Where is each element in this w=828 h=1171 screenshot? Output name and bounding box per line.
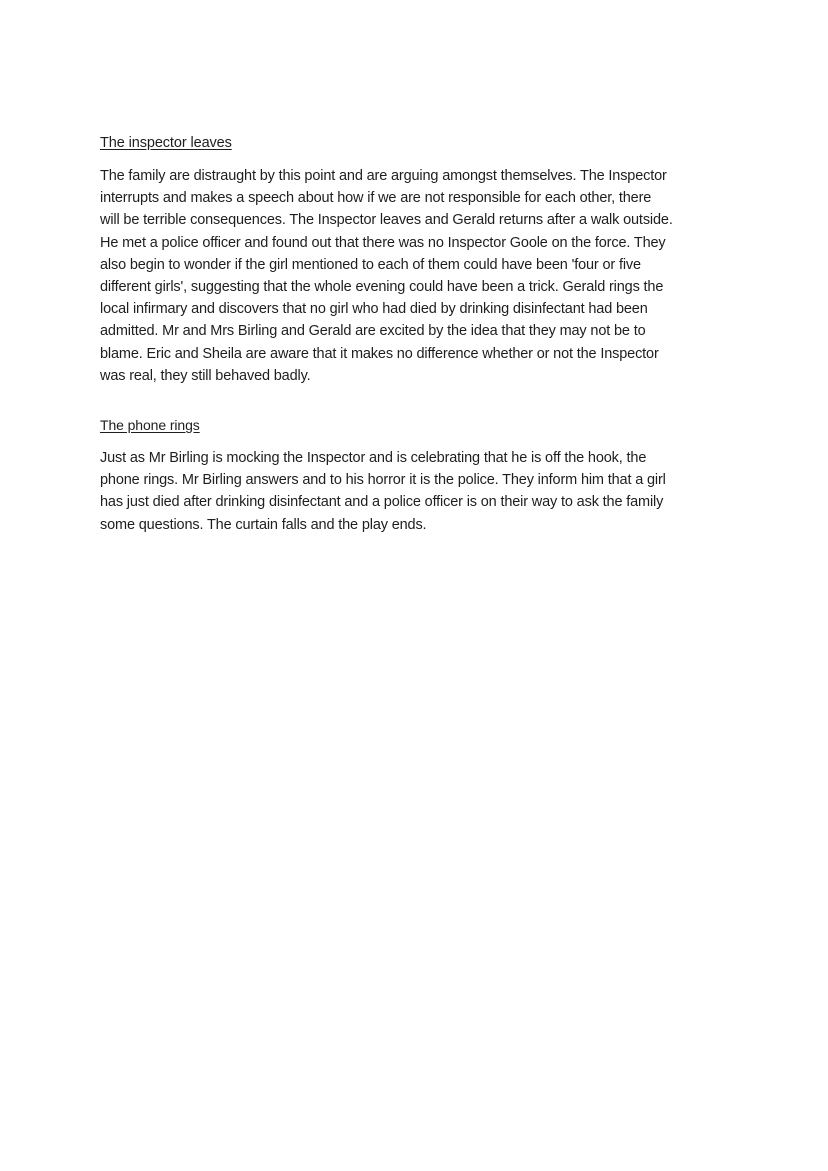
paragraph-line: admitted. Mr and Mrs Birling and Gerald are excited by the idea that they may not be to [100,323,646,340]
paragraph-line: some questions. The curtain falls and the play ends. [100,516,427,533]
paragraph-line: was real, they still behaved badly. [100,367,311,384]
paragraph-line: different girls', suggesting that the whole evening could have been a trick. Gerald rings the [100,279,664,296]
paragraph-line: interrupts and makes a speech about how if we are not responsible for each other, there [100,190,652,207]
paragraph-line: phone rings. Mr Birling answers and to his horror it is the police. They inform him that a girl [100,472,666,489]
section-inspector-leaves [100,133,730,387]
section-paragraph [100,165,730,387]
paragraph-line: also begin to wonder if the girl mentioned to each of them could have been 'four or five [100,256,641,273]
document-page [100,133,730,536]
paragraph-line: will be terrible consequences. The Inspector leaves and Gerald returns after a walk outside. [100,212,673,229]
section-paragraph [100,447,730,536]
section-heading: The inspector leaves [100,135,232,151]
paragraph-line: has just died after drinking disinfectant and a police officer is on their way to ask the family [100,494,664,511]
section-heading: The phone rings [100,417,200,434]
paragraph-line: Just as Mr Birling is mocking the Inspector and is celebrating that he is off the hook, the [100,450,647,467]
paragraph-line: local infirmary and discovers that no girl who had died by drinking disinfectant had been [100,301,648,318]
paragraph-line: blame. Eric and Sheila are aware that it makes no difference whether or not the Inspector [100,345,659,362]
paragraph-line: The family are distraught by this point and are arguing amongst themselves. The Inspector [100,168,667,184]
paragraph-line: He met a police officer and found out that there was no Inspector Goole on the force. They [100,234,666,251]
section-phone-rings [100,415,730,536]
